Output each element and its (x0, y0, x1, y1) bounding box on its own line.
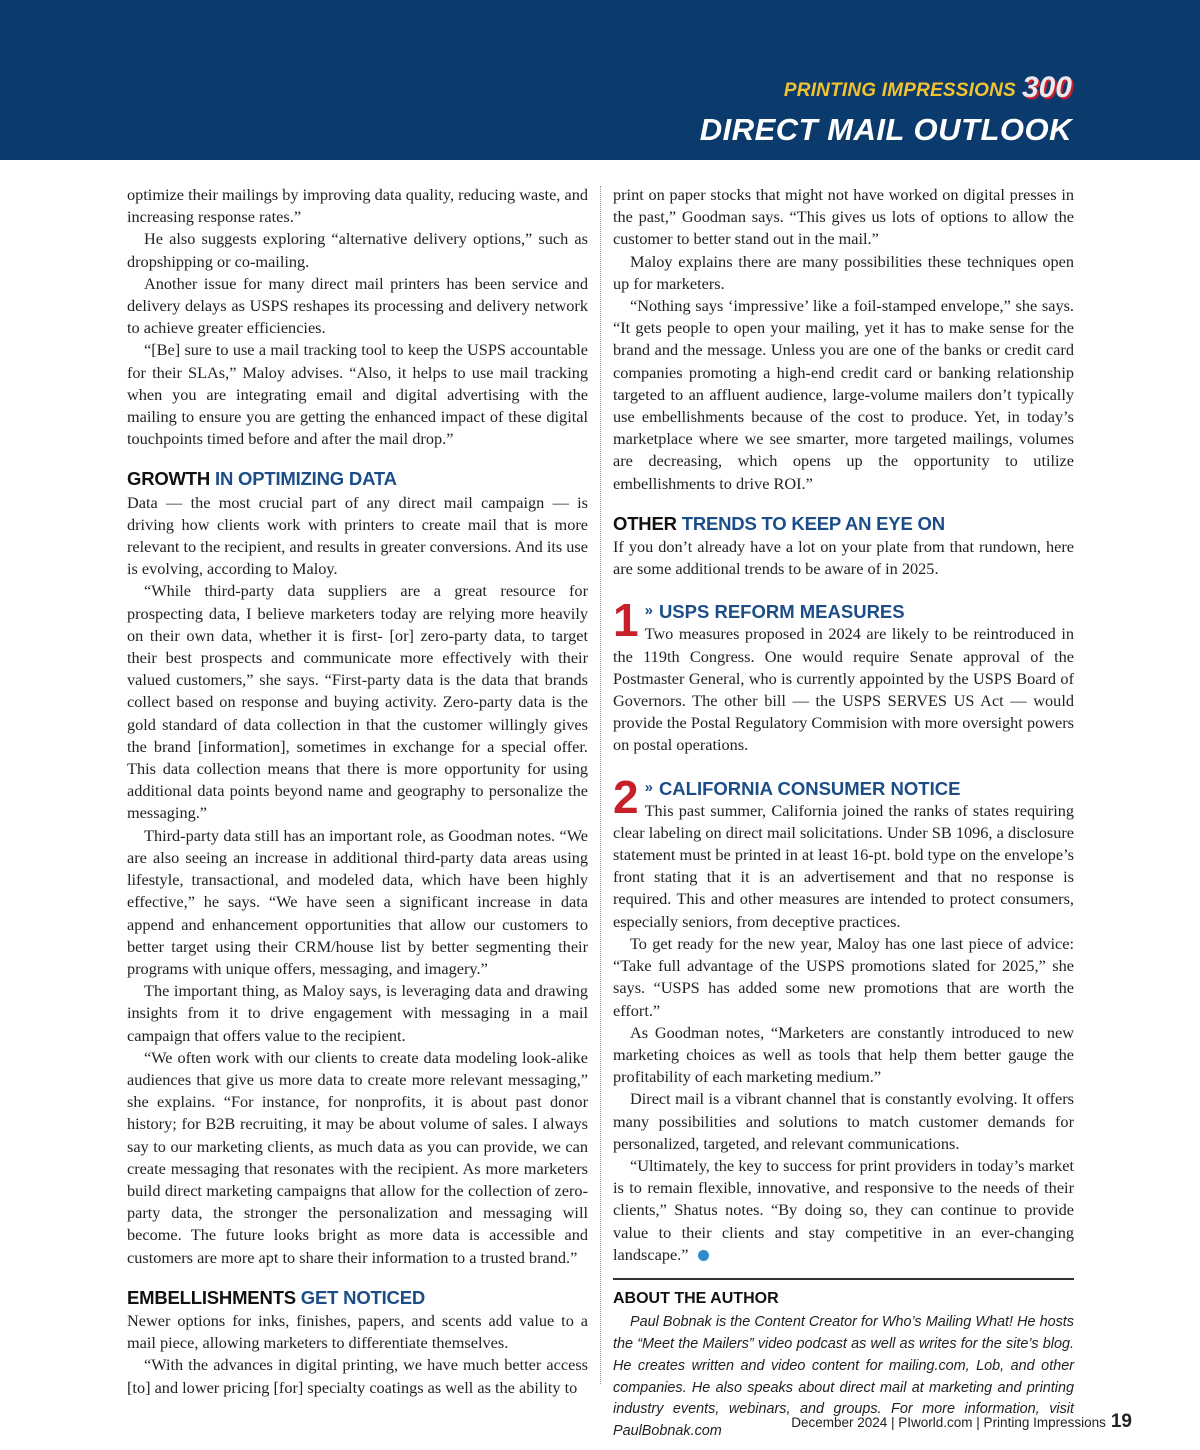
author-divider (613, 1278, 1074, 1280)
paragraph: “[Be] sure to use a mail tracking tool to keep the USPS accountable for their SLAs,” Maloy advises. “Also, it helps to use mail tracking when you are integrating email and digital advertising with the mailing to ensure you are getting the enhanced impact of these digital touchpoints timed before and after the mail drop.” (127, 340, 588, 449)
left-column (127, 184, 588, 1399)
paragraph: To get ready for the new year, Maloy has one last piece of advice: “Take full advantage of the USPS promotions slated for 2025,” she says. “USPS has added some new promotions that are worth the effort.” (613, 933, 1074, 1020)
paragraph-final-text: “Ultimately, the key to success for print providers in today’s market is to remain flexible, innovative, and responsive to the needs of their clients,” Shatus notes. “By doing so, they can continue to provide value to their clients and stay competitive in an ever-changing landscape.” (613, 1155, 1074, 1264)
subhead-phrase: TRENDS TO KEEP AN EYE ON (681, 512, 945, 534)
subhead-keyword: EMBELLISHMENTS (127, 1286, 296, 1308)
paragraph: optimize their mailings by improving data quality, reducing waste, and increasing response rates.” (127, 185, 588, 227)
paragraph: “With the advances in digital printing, we have much better access [to] and lower pricing [for] specialty coatings as well as the ability to (127, 1355, 588, 1397)
subhead-phrase: GET NOTICED (300, 1286, 426, 1308)
series-title (783, 71, 1072, 104)
author-bio: Paul Bobnak is the Content Creator for Who’s Mailing What! He hosts the “Meet the Mailers” video podcast as well as writes for the site’s blog. He creates written and video content for mailing.com, Lob, and other companies. He also speaks about direct mail at marketing and printing industry events, webinars, and groups. For more information, visit PaulBobnak.com (613, 1314, 1074, 1440)
series-name: PRINTING IMPRESSIONS (783, 80, 1016, 101)
paragraph: Direct mail is a vibrant channel that is constantly evolving. It offers many possibilities and solutions to match customer demands for personalized, targeted, and relevant communications. (613, 1089, 1074, 1153)
subhead-other-trends (613, 513, 1074, 535)
paragraph: As Goodman notes, “Marketers are constantly introduced to new marketing choices as well as tools that help them better gauge the profitability of each marketing medium.” (613, 1022, 1074, 1087)
paragraph: print on paper stocks that might not have worked on digital presses in the past,” Goodman says. “This gives us lots of options to allow the customer to better stand out in the mail.” (613, 185, 1074, 249)
trend-item-2 (613, 770, 1074, 933)
paragraph: Maloy explains there are many possibilities these techniques open up for marketers. (613, 251, 1074, 293)
paragraph: “Nothing says ‘impressive’ like a foil-stamped envelope,” she says. “It gets people to open your mailing, yet it has to make sense for the brand and the message. Unless you are one of the banks or credit card companies promoting a high-end credit card or banking relationship targeted to an affluent audience, large-volume mailers don’t typically use embellishments because of the cost to produce. Yet, in today’s marketplace where we see smarter, more targeted mailings, volumes are decreasing, which opens up the opportunity to utilize embellishments to drive ROI.” (613, 296, 1074, 493)
author-heading: ABOUT THE AUTHOR (613, 1289, 779, 1307)
trend-text: Two measures proposed in 2024 are likely to be reintroduced in the 119th Congress. One would require Senate approval of the Postmaster General, who is currently appointed by the USPS Board of Governors. The other bill — the USPS SERVES US Act — would provide the Postal Regulatory Commision with more oversight powers on postal operations. (613, 624, 1074, 755)
subhead-keyword: OTHER (613, 512, 677, 534)
section-title: DIRECT MAIL OUTLOOK (699, 112, 1072, 147)
trend-item-1 (613, 594, 1074, 756)
end-mark-icon (698, 1250, 709, 1261)
paragraph: Data — the most crucial part of any direct mail campaign — is driving how clients work with printers to create mail that is more relevant to the recipient, and results in greater conversions. And its use is evolving, according to Maloy. (127, 492, 588, 579)
paragraph: If you don’t already have a lot on your plate from that rundown, here are some additional trends to be aware of in 2025. (613, 537, 1074, 579)
paragraph: “While third-party data suppliers are a great resource for prospecting data, I believe marketers today are relying more heavily on their own data, whether it is first- [or] zero-party data, to target their best prospects and communicate more effectively with their valued customers,” she says. “First-party data is the data that brands collect based on response and buying activity. Zero-party data is the gold standard of data collection in that the customer willingly gives the brand [information], sometimes in exchange for a special offer. This data collection means that there is more opportunity for using additional data points beyond name and geography to personalize the messaging.” (127, 581, 588, 823)
subhead-keyword: GROWTH (127, 468, 211, 490)
paragraph: “We often work with our clients to create data modeling look-alike audiences that give us more data to create more relevant messaging,” she explains. “For instance, for nonprofits, it is about past donor history; for B2B recruiting, it may be about volume of sales. I always say to our marketing clients, as much data as you can provide, we can create messaging that resonates with the recipient. As more marketers build direct marketing campaigns that allow for the collection of zero-party data, the stronger the personalization and messaging will become. The future looks bright as more data is accessible and customers are more apt to share their information to a trusted brand.” (127, 1047, 588, 1267)
right-column (613, 184, 1074, 1443)
subhead-embellishments (127, 1287, 588, 1309)
page-footer (791, 1411, 1132, 1433)
trend-title-text: USPS REFORM MEASURES (658, 601, 905, 623)
trend-number: 1 (613, 594, 639, 647)
paragraph: Another issue for many direct mail printers has been service and delivery delays as USPS reshapes its processing and delivery network to achieve greater efficiencies. (127, 273, 588, 338)
paragraph-final (613, 1155, 1074, 1266)
chevron-right-icon: » (644, 602, 653, 620)
trend-text: This past summer, California joined the ranks of states requiring clear labeling on direct mail solicitations. Under SB 1096, a disclosure statement must be printed in at least 16-pt. bold type on the envelope’s front stating that it is an advertisement and that no response is required. This and other measures are intended to protect consumers, especially seniors, from deceptive practices. (613, 800, 1074, 931)
subhead-phrase: IN OPTIMIZING DATA (215, 468, 397, 490)
trend-title (613, 777, 1074, 800)
header-banner (0, 0, 1200, 160)
paragraph: Third-party data still has an important role, as Goodman notes. “We are also seeing an increase in additional third-party data areas using lifestyle, transactional, and modeled data, which have been highly effective,” he says. “We have seen a significant increase in data append and enhancement opportunities that allow our customers to better target using their CRM/house list by better segmenting their programs with unique offers, messaging, and imagery.” (127, 825, 588, 978)
paragraph: The important thing, as Maloy says, is leveraging data and drawing insights from it to drive engagement with messaging in a mail campaign that offers value to the recipient. (127, 981, 588, 1045)
trend-title (613, 600, 1074, 623)
page-number: 19 (1110, 1411, 1132, 1432)
chevron-right-icon: » (644, 778, 653, 796)
paragraph: Newer options for inks, finishes, papers, and scents add value to a mail piece, allowing marketers to differentiate themselves. (127, 1310, 588, 1353)
subhead-growth (127, 468, 588, 490)
trend-title-text: CALIFORNIA CONSUMER NOTICE (658, 777, 961, 799)
footer-text: December 2024 | PIworld.com | Printing Impressions (791, 1415, 1106, 1430)
series-number: 300 (1021, 71, 1072, 104)
trend-number: 2 (613, 770, 639, 823)
paragraph: He also suggests exploring “alternative delivery options,” such as dropshipping or co-mailing. (127, 229, 588, 271)
column-divider (600, 186, 601, 1384)
